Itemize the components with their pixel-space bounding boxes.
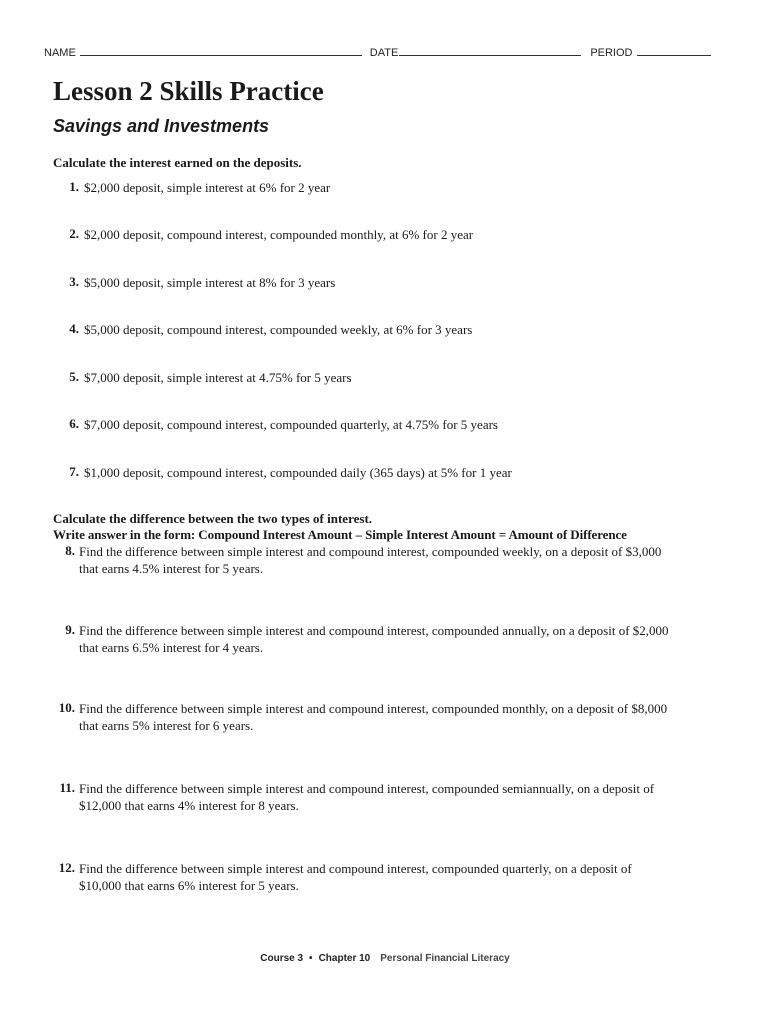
problem-4 — [53, 321, 693, 338]
problem-1 — [53, 179, 693, 196]
problem-text: $1,000 deposit, compound interest, compounded daily (365 days) at 5% for 1 year — [84, 465, 512, 480]
section2-answer-format: Write answer in the form: Compound Interest Amount – Simple Interest Amount = Amount of Difference — [53, 527, 627, 542]
problem-number: 11. — [59, 780, 75, 795]
problem-10 — [53, 700, 673, 734]
footer-course: Course 3 — [260, 953, 304, 964]
problem-12 — [53, 860, 673, 894]
section2-instruction: Calculate the difference between the two types of interest. — [53, 511, 373, 526]
page-title: Lesson 2 Skills Practice — [53, 76, 324, 106]
problem-number: 7. — [69, 464, 79, 479]
problem-text: Find the difference between simple interest and compound interest, compounded weekly, on a deposit of $3,000 that earns 4.5% interest for 5 years. — [79, 544, 662, 576]
problem-text: Find the difference between simple interest and compound interest, compounded monthly, on a deposit of $8,000 that earns 5% interest for 6 years. — [79, 701, 668, 733]
section1-instruction: Calculate the interest earned on the deposits. — [53, 155, 302, 170]
problem-number: 9. — [65, 622, 75, 637]
date-label: DATE — [369, 47, 399, 59]
problem-text: $7,000 deposit, compound interest, compounded quarterly, at 4.75% for 5 years — [84, 417, 498, 432]
problem-number: 10. — [58, 700, 75, 715]
footer-topic: Personal Financial Literacy — [380, 953, 510, 964]
problem-number: 4. — [69, 321, 79, 336]
footer-chapter: Chapter 10 — [318, 953, 371, 964]
problem-text: Find the difference between simple interest and compound interest, compounded quarterly, on a deposit of $10,000 that earns 6% interest for 5 years. — [79, 861, 632, 893]
problem-text: $2,000 deposit, compound interest, compounded monthly, at 6% for 2 year — [84, 227, 474, 242]
problem-7 — [53, 464, 693, 481]
problem-text: Find the difference between simple interest and compound interest, compounded annually, on a deposit of $2,000 that earns 6.5% interest for 4 years. — [79, 623, 669, 655]
problem-8 — [53, 543, 673, 577]
problem-number: 3. — [69, 274, 79, 289]
page-subtitle: Savings and Investments — [53, 116, 270, 136]
problem-text: $5,000 deposit, simple interest at 8% for 3 years — [84, 275, 336, 290]
page-footer — [0, 953, 770, 964]
period-label: PERIOD — [590, 47, 633, 59]
period-field[interactable] — [637, 45, 711, 56]
problem-3 — [53, 274, 693, 291]
problem-11 — [53, 780, 673, 814]
problem-number: 6. — [69, 416, 79, 431]
name-label: NAME — [44, 47, 76, 59]
date-field[interactable] — [399, 45, 581, 56]
problem-number: 8. — [65, 543, 75, 558]
problem-9 — [53, 622, 673, 656]
name-field[interactable] — [80, 45, 362, 56]
problem-number: 5. — [69, 369, 79, 384]
footer-separator: • — [309, 953, 313, 964]
problem-text: $2,000 deposit, simple interest at 6% for 2 year — [84, 180, 331, 195]
problem-text: $7,000 deposit, simple interest at 4.75% for 5 years — [84, 370, 352, 385]
student-info-header — [44, 45, 724, 59]
problem-number: 12. — [58, 860, 75, 875]
problem-5 — [53, 369, 693, 386]
problem-text: Find the difference between simple interest and compound interest, compounded semiannually, on a deposit of $12,000 that earns 4% interest for 8 years. — [79, 781, 655, 813]
problem-number: 1. — [69, 179, 79, 194]
problem-2 — [53, 226, 693, 243]
problem-text: $5,000 deposit, compound interest, compounded weekly, at 6% for 3 years — [84, 322, 473, 337]
problem-number: 2. — [69, 226, 79, 241]
problem-6 — [53, 416, 693, 433]
